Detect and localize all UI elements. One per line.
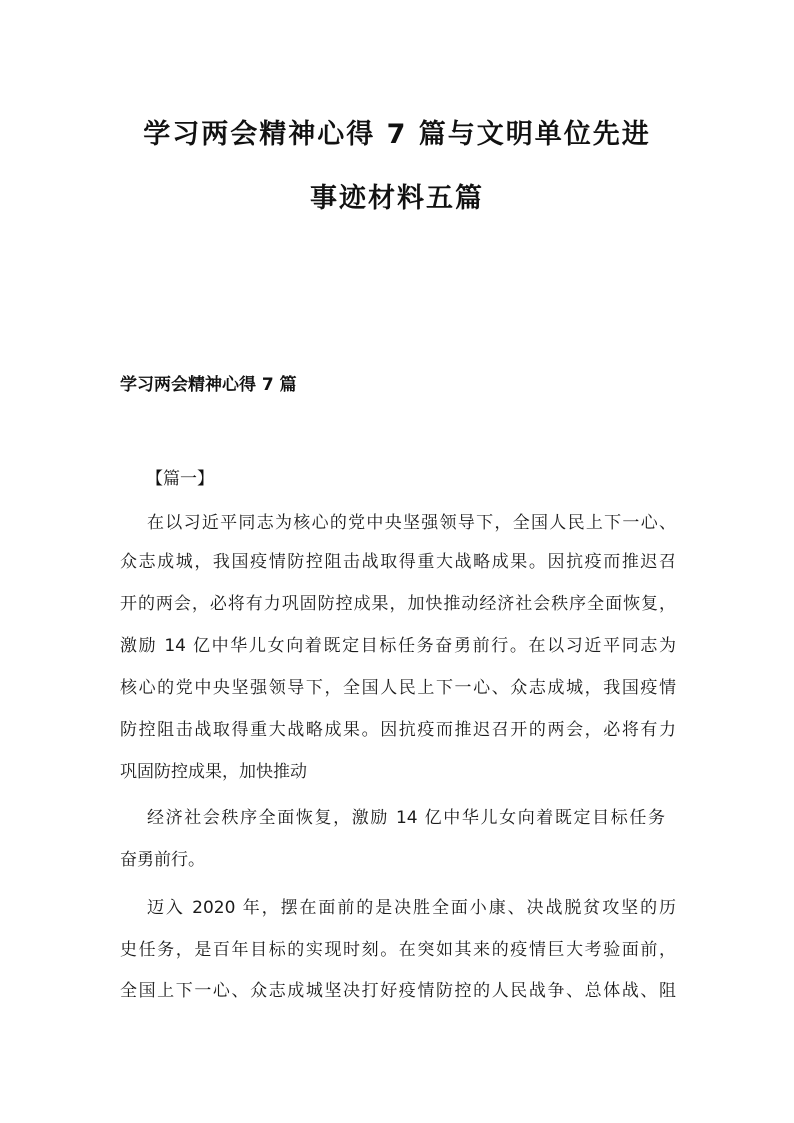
paragraph-3-line-2: 史任务，是百年目标的实现时刻。在突如其来的疫情巨大考验面前， <box>120 940 676 960</box>
paragraph-3-line-1: 迈入 2020 年，摆在面前的是决胜全面小康、决战脱贫攻坚的历 <box>147 898 676 918</box>
paragraph-1-line-2: 众志成城，我国疫情防控阻击战取得重大战略成果。因抗疫而推迟召 <box>120 552 676 572</box>
paragraph-1-line-4: 激励 14 亿中华儿女向着既定目标任务奋勇前行。在以习近平同志为 <box>120 636 676 656</box>
paragraph-2-line-1: 经济社会秩序全面恢复，激励 14 亿中华儿女向着既定目标任务 <box>147 808 665 828</box>
document-title-line-1: 学习两会精神心得 7 篇与文明单位先进 <box>143 119 651 150</box>
section-heading: 学习两会精神心得 7 篇 <box>120 375 297 395</box>
subsection-label: 【篇一】 <box>146 469 214 489</box>
paragraph-2-line-2: 奋勇前行。 <box>120 850 205 870</box>
paragraph-1-line-5: 核心的党中央坚强领导下，全国人民上下一心、众志成城，我国疫情 <box>120 678 676 698</box>
paragraph-3-line-3: 全国上下一心、众志成城坚决打好疫情防控的人民战争、总体战、阻 <box>120 981 676 1001</box>
document-title-line-2: 事迹材料五篇 <box>310 183 484 214</box>
paragraph-1-line-1: 在以习近平同志为核心的党中央坚强领导下，全国人民上下一心、 <box>147 513 676 533</box>
paragraph-1-line-6: 防控阻击战取得重大战略成果。因抗疫而推迟召开的两会，必将有力 <box>120 720 676 740</box>
paragraph-1-line-3: 开的两会，必将有力巩固防控成果，加快推动经济社会秩序全面恢复， <box>120 594 676 614</box>
paragraph-1-line-7: 巩固防控成果，加快推动 <box>120 762 307 782</box>
